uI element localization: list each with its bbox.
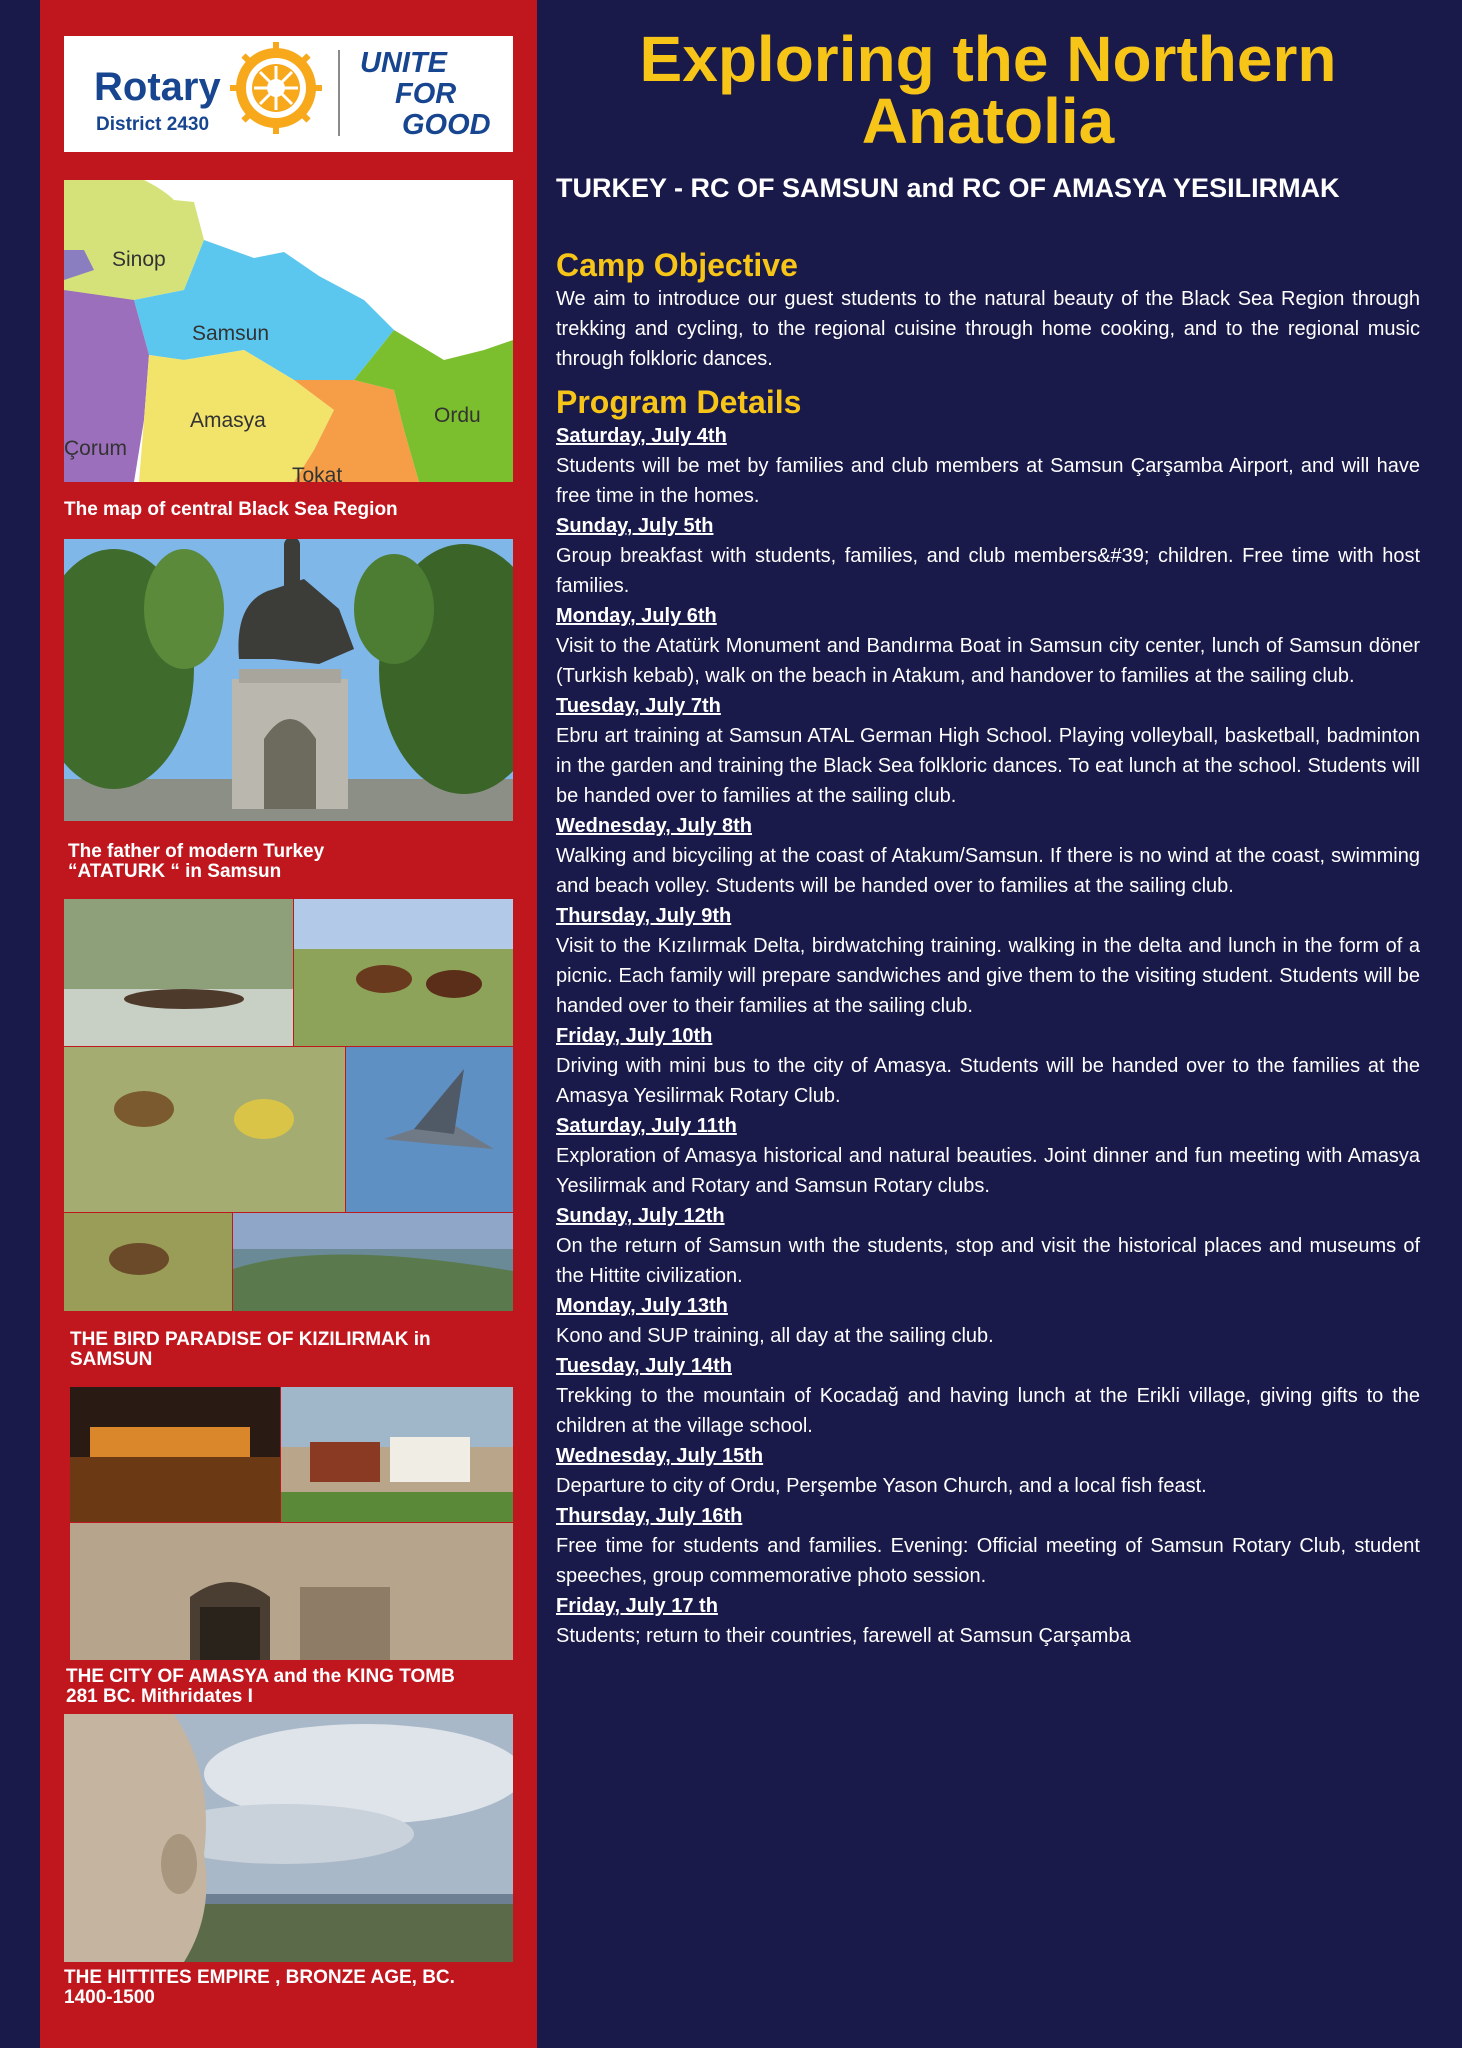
program-day-date: Thursday, July 9th bbox=[556, 905, 732, 927]
program-day-date: Monday, July 6th bbox=[556, 605, 717, 627]
program-day bbox=[556, 1501, 1420, 1591]
program-day bbox=[556, 1201, 1420, 1291]
region-map bbox=[64, 180, 513, 482]
program-day-text: Free time for students and families. Evening: Official meeting of Samsun Rotary Club, student speeches, group commemorative photo session. bbox=[556, 1535, 1420, 1587]
map-caption: The map of central Black Sea Region bbox=[64, 499, 398, 520]
hittites-photo bbox=[64, 1714, 513, 1962]
program-day bbox=[556, 811, 1420, 901]
program-day bbox=[556, 1291, 1420, 1351]
program-day bbox=[556, 1441, 1420, 1501]
program-day-text: On the return of Samsun wıth the students, stop and visit the historical places and museums of the Hittite civilization. bbox=[556, 1235, 1420, 1287]
program-day-date: Sunday, July 5th bbox=[556, 515, 714, 537]
map-label-ordu: Ordu bbox=[434, 404, 481, 427]
amasya-caption bbox=[66, 1667, 455, 1707]
program-day-text: Trekking to the mountain of Kocadağ and having lunch at the Erikli village, giving gifts to the children at the village school. bbox=[556, 1385, 1420, 1437]
program-day-date: Wednesday, July 8th bbox=[556, 815, 752, 837]
rotary-logo-graphic bbox=[64, 36, 513, 152]
program-day-text: Driving with mini bus to the city of Amasya. Students will be handed over to the families at the Amasya Yesilirmak Rotary Club. bbox=[556, 1055, 1420, 1107]
program-day-date: Friday, July 10th bbox=[556, 1025, 713, 1047]
ataturk-caption-line2: “ATATURK “ in Samsun bbox=[68, 861, 282, 882]
hittites-caption-line2: 1400-1500 bbox=[64, 1987, 155, 2008]
program-day-text: Group breakfast with students, families, and club members&#39; children. Free time with host families. bbox=[556, 545, 1420, 597]
rotary-logo bbox=[64, 36, 513, 152]
program-day-text: Departure to city of Ordu, Perşembe Yason Church, and a local fish feast. bbox=[556, 1475, 1207, 1497]
rotary-brand-text: Rotary bbox=[94, 65, 221, 109]
program-day bbox=[556, 511, 1420, 601]
slogan-for: FOR bbox=[395, 78, 457, 110]
map-label-sinop: Sinop bbox=[112, 248, 166, 271]
program-day-text: Visit to the Atatürk Monument and Bandırma Boat in Samsun city center, lunch of Samsun döner (Turkish kebab), walk on the beach in Atakum, and handover to families at the sailing club. bbox=[556, 635, 1420, 687]
map-label-amasya: Amasya bbox=[190, 409, 266, 432]
slogan-good: GOOD bbox=[402, 109, 491, 141]
program-day bbox=[556, 1111, 1420, 1201]
program-details-section bbox=[556, 383, 1420, 1651]
amasya-collage bbox=[70, 1387, 513, 1660]
program-day bbox=[556, 421, 1420, 511]
program-day bbox=[556, 1351, 1420, 1441]
program-details-heading: Program Details bbox=[556, 384, 802, 420]
camp-objective-heading: Camp Objective bbox=[556, 247, 798, 283]
page-title: Exploring the Northern Anatolia bbox=[639, 23, 1337, 157]
map-label-corum: Çorum bbox=[64, 437, 128, 460]
program-day bbox=[556, 1021, 1420, 1111]
rotary-wheel-icon bbox=[230, 42, 322, 134]
program-day-text: Students will be met by families and club members at Samsun Çarşamba Airport, and will have free time in the homes. bbox=[556, 455, 1420, 507]
program-day-text: Exploration of Amasya historical and natural beauties. Joint dinner and fun meeting with Amasya Yesilirmak and Rotary and Samsun Rotary clubs. bbox=[556, 1145, 1420, 1197]
bird-caption-line1: THE BIRD PARADISE OF KIZILIRMAK in bbox=[70, 1329, 431, 1350]
ataturk-monument-graphic bbox=[64, 539, 513, 821]
program-day-date: Saturday, July 11th bbox=[556, 1115, 737, 1137]
map-label-tokat: Tokat bbox=[292, 464, 343, 482]
slogan-unite: UNITE bbox=[360, 47, 447, 79]
bird-caption bbox=[70, 1330, 431, 1370]
program-day-date: Tuesday, July 7th bbox=[556, 695, 721, 717]
amasya-caption-line2: 281 BC. Mithridates I bbox=[66, 1686, 253, 1707]
program-day-text: Ebru art training at Samsun ATAL German High School. Playing volleyball, basketball, badminton in the garden and training the Black Sea folkloric dances. To eat lunch at the school. Students will be handed over to families at the sailing club. bbox=[556, 725, 1420, 807]
ataturk-caption bbox=[68, 842, 324, 882]
region-map-graphic bbox=[64, 180, 513, 482]
amasya-collage-graphic bbox=[70, 1387, 513, 1660]
bird-caption-line2: SAMSUN bbox=[70, 1349, 153, 1370]
program-day bbox=[556, 1591, 1420, 1651]
program-day-date: Tuesday, July 14th bbox=[556, 1355, 732, 1377]
program-day-date: Wednesday, July 15th bbox=[556, 1445, 764, 1467]
program-day-text: Visit to the Kızılırmak Delta, birdwatching training. walking in the delta and lunch in the form of a picnic. Each family will prepare sandwiches and give them to the visiting student. Students will be handed over to their families at the sailing club. bbox=[556, 935, 1420, 1017]
page-subtitle: TURKEY - RC OF SAMSUN and RC OF AMASYA YESILIRMAK bbox=[556, 173, 1340, 203]
camp-objective-text: We aim to introduce our guest students to the natural beauty of the Black Sea Region through trekking and cycling, to the regional cuisine through home cooking, and to the regional music through folkloric dances. bbox=[556, 288, 1420, 370]
bird-paradise-collage bbox=[64, 899, 513, 1311]
hittites-caption-line1: THE HITTITES EMPIRE , BRONZE AGE, BC. bbox=[64, 1967, 455, 1988]
program-day bbox=[556, 601, 1420, 691]
program-day-date: Monday, July 13th bbox=[556, 1295, 728, 1317]
program-day bbox=[556, 901, 1420, 1021]
program-day-text: Kono and SUP training, all day at the sailing club. bbox=[556, 1325, 994, 1347]
hittites-graphic bbox=[64, 1714, 513, 1962]
bird-collage-graphic bbox=[64, 899, 513, 1311]
camp-objective-section bbox=[556, 246, 1420, 374]
program-day-text: Walking and bicyciling at the coast of Atakum/Samsun. If there is no wind at the coast, swimming and beach volley. Students will be handed over to families at the sailing club. bbox=[556, 845, 1420, 897]
amasya-caption-line1: THE CITY OF AMASYA and the KING TOMB bbox=[66, 1666, 455, 1687]
ataturk-monument-photo bbox=[64, 539, 513, 821]
program-day-date: Saturday, July 4th bbox=[556, 425, 727, 447]
program-day-text: Students; return to their countries, farewell at Samsun Çarşamba bbox=[556, 1625, 1131, 1647]
map-label-samsun: Samsun bbox=[192, 322, 270, 345]
program-day bbox=[556, 691, 1420, 811]
sidebar bbox=[40, 0, 537, 2048]
program-day-list bbox=[556, 421, 1420, 1651]
ataturk-caption-line1: The father of modern Turkey bbox=[68, 841, 325, 862]
program-day-date: Friday, July 17 th bbox=[556, 1595, 718, 1617]
hittites-caption bbox=[64, 1968, 455, 2008]
program-day-date: Sunday, July 12th bbox=[556, 1205, 725, 1227]
rotary-district-text: District 2430 bbox=[96, 114, 210, 135]
program-day-date: Thursday, July 16th bbox=[556, 1505, 743, 1527]
